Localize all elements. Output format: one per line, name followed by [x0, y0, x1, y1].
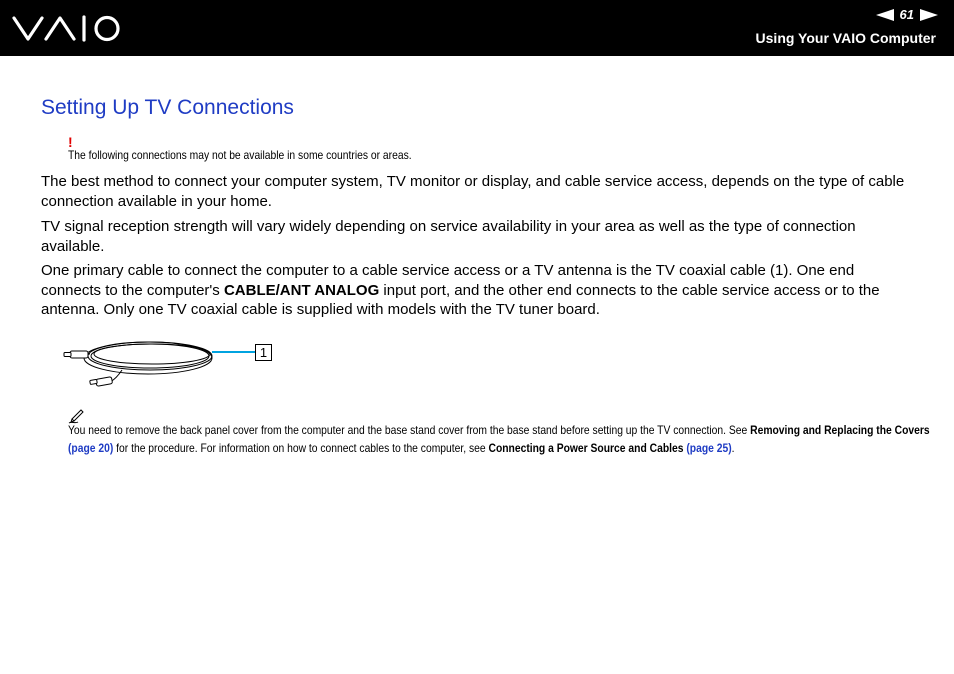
page-header [0, 0, 954, 56]
tv-coaxial-cable-illustration [62, 330, 282, 396]
paragraph-coaxial-cable [41, 261, 913, 320]
page-navigation [876, 5, 938, 25]
warning-icon: ! [68, 134, 73, 150]
note-text-part: for the procedure. For information on how to connect cables to the computer, see [113, 440, 489, 455]
callout-number: 1 [255, 344, 272, 361]
paragraph-text: One primary cable to connect the computer to a cable service access or a TV antenna is the TV coaxial cable (1). One end connects to the computer's [41, 262, 855, 299]
note-text [68, 422, 954, 457]
paragraph-text: input port, and the other end connects to the cable service access or to the antenna. Only one TV coaxial cable is supplied with models with the TV tuner board. [41, 281, 880, 318]
page-link-25[interactable]: (page 25) [686, 440, 732, 455]
note-text-part: You need to remove the back panel cover from the computer and the base stand cover from the base stand before setting up the TV connection. See [68, 423, 751, 437]
note-text-part: . [731, 440, 735, 455]
page-title: Setting Up TV Connections [41, 96, 294, 119]
page-number: 61 [899, 7, 914, 22]
section-title: Using Your VAIO Computer [755, 30, 936, 46]
next-page-icon[interactable] [920, 9, 938, 21]
paragraph-connection-method: The best method to connect your computer system, TV monitor or display, and cable service access, depends on the type of cable connection available in your home. [41, 173, 905, 210]
note-reference-power: Connecting a Power Source and Cables [488, 440, 684, 455]
warning-text: The following connections may not be available in some countries or areas. [68, 148, 412, 162]
page-link-20[interactable]: (page 20) [68, 440, 114, 455]
paragraph-signal-strength: TV signal reception strength will vary widely depending on service availability in your area as well as the type of connection available. [41, 218, 856, 255]
previous-page-icon[interactable] [876, 9, 894, 21]
note-reference-covers: Removing and Replacing the Covers [750, 423, 930, 437]
vaio-logo [12, 12, 122, 44]
port-name: CABLE/ANT ANALOG [223, 281, 380, 299]
